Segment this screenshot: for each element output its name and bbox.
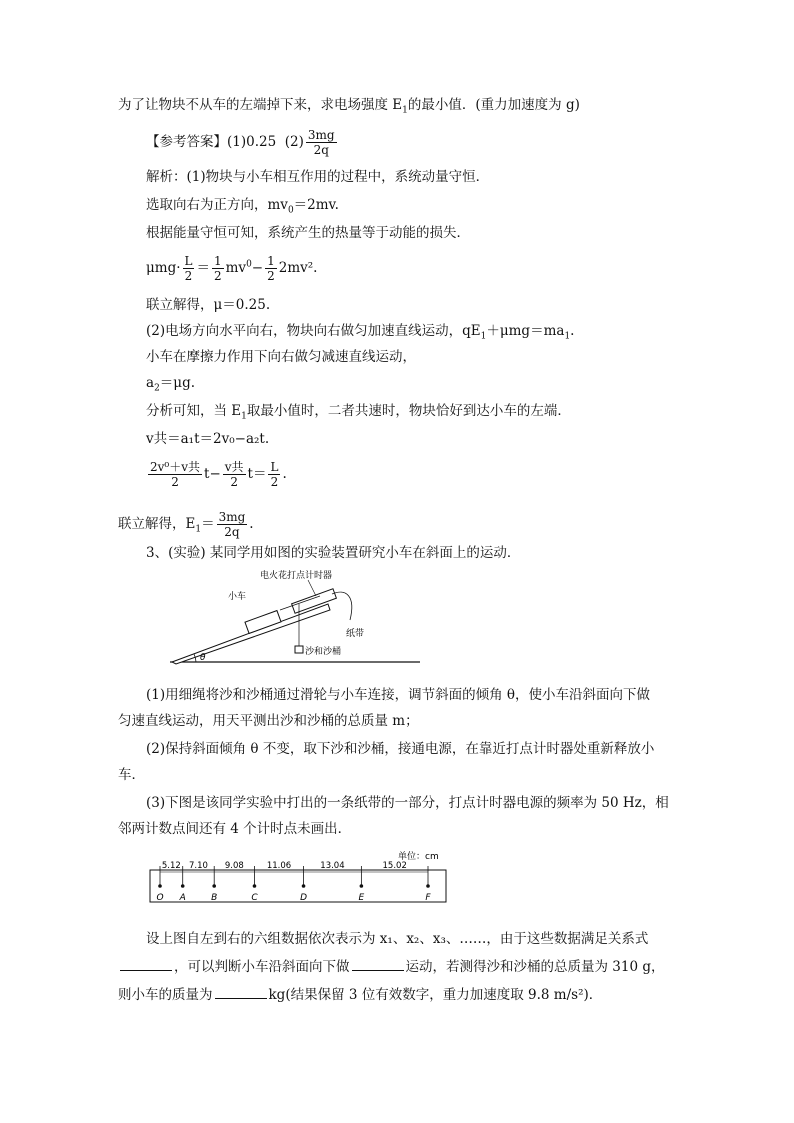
q3-title: 3、(实验) 某同学用如图的实验装置研究小车在斜面上的运动．: [146, 545, 521, 561]
tape-dot-C: [253, 884, 257, 888]
tape-label: 纸带: [346, 629, 365, 639]
step-1a: (1)用细绳将沙和沙桶通过滑轮与小车连接，调节斜面的倾角 θ，使小车沿斜面向下做: [146, 687, 651, 703]
answer-line: [146, 128, 339, 157]
angle-label: θ: [200, 653, 206, 663]
answer-label: 【参考答案】: [146, 134, 227, 150]
intro-line: 为了让物块不从车的左端掉下来，求电场强度 $E_1$的最小值．(重力加速度为 g): [118, 97, 580, 116]
intro-text: 为了让物块不从车的左端掉下来，求电场强度 E: [118, 97, 403, 113]
incline-apparatus-figure: [160, 566, 430, 668]
tape-segment-label: 15.02: [382, 861, 407, 871]
solution-line-10: v共＝a₁t＝2v₀−a₂t.: [146, 431, 270, 447]
tape-point-label: O: [156, 893, 164, 903]
tape-dot-D: [302, 884, 306, 888]
answer-fraction: $\frac{3mg}{2q}$: [307, 128, 335, 157]
step-2b: 车．: [118, 767, 145, 783]
question-line-1: 设上图自左到右的六组数据依次表示为 x₁、x₂、x₃、……，由于这些数据满足关系式: [146, 931, 649, 947]
tape-segment-label: 5.12: [161, 861, 181, 871]
timer-label: 电火花打点计时器: [260, 571, 333, 581]
tape-dot-A: [181, 884, 185, 888]
tape-segment-label: 13.04: [320, 861, 345, 871]
answer-part2: (2): [284, 134, 304, 150]
car-label: 小车: [228, 592, 247, 602]
answer-part1: (1)0.25: [227, 134, 277, 150]
tape-point-label: B: [211, 893, 218, 903]
step-2a: (2)保持斜面倾角 θ 不变，取下沙和沙桶，接通电源，在靠近打点计时器处重新释放小: [146, 741, 655, 757]
solution-line-5: 联立解得，μ＝0.25.: [146, 297, 271, 313]
solution-line-6: (2)电场方向水平向右，物块向右做匀加速直线运动，$qE_1+\mu mg=ma_1$.: [146, 323, 575, 342]
tape-dot-E: [360, 884, 364, 888]
solution-line-12: 联立解得，$E_1=$ $\frac{3mg}{2q}$ .: [118, 510, 254, 539]
intro-tail: 的最小值．(重力加速度为 g): [407, 97, 580, 113]
question-line-3: 则小车的质量为 kg(结果保留 3 位有效数字，重力加速度取 9.8 m/s²)．: [118, 987, 603, 1003]
tape-point-label: A: [179, 893, 186, 903]
step-1b: 匀速直线运动，用天平测出沙和沙桶的总质量 m；: [118, 713, 419, 729]
bucket-label: 沙和沙桶: [305, 647, 342, 657]
solution-line-8: $a_2=\mu g$.: [146, 375, 196, 394]
tape-segment-label: 9.08: [224, 861, 244, 871]
tape-point-label: D: [300, 893, 308, 903]
tape-point-label: E: [358, 893, 365, 903]
solution-line-1: 解析：(1)物块与小车相互作用的过程中，系统动量守恒．: [146, 169, 490, 185]
tape-segment-label: 11.06: [266, 861, 292, 871]
solution-line-11: $\frac{\text{2v⁰＋v共}}{2}$ t− $\frac{\text{v共}}{2}$ t＝ $\frac{L}{2}$ .: [150, 460, 287, 489]
step-3a: (3)下图是该同学实验中打出的一条纸带的一部分，打点计时器电源的频率为 50 Hz，相: [146, 795, 669, 811]
solution-line-4: μmg· $\frac{L}{2}$ ＝ $\frac{1}{2}$ $mv^0-$ $\frac{1}{2}$ 2mv².: [146, 254, 318, 283]
solution-line-2: 选取向右为正方向，$mv_0=2mv$.: [146, 197, 339, 216]
solution-line-7: 小车在摩擦力作用下向右做匀减速直线运动，: [146, 349, 416, 365]
solution-line-9: 分析可知，当 $E_1$取最小值时，二者共速时，物块恰好到达小车的左端．: [146, 403, 571, 422]
question-line-2: ，可以判断小车沿斜面向下做 运动，若测得沙和沙桶的总质量为 310 g，: [118, 958, 665, 976]
tape-point-label: C: [251, 893, 258, 903]
answer-blank-mass[interactable]: [215, 986, 267, 999]
sand-bucket: [295, 646, 303, 653]
tape-point-label: F: [425, 893, 431, 903]
step-3b: 邻两计数点间还有 4 个计时点未画出．: [118, 821, 352, 837]
answer-blank-relation[interactable]: [120, 958, 172, 971]
solution-line-3: 根据能量守恒可知，系统产生的热量等于动能的损失．: [146, 225, 470, 241]
tape-dot-O: [158, 884, 162, 888]
tape-strip: [150, 870, 446, 902]
paper-tape-figure: [146, 848, 456, 916]
answer-blank-motion[interactable]: [352, 958, 404, 971]
tape-dot-B: [212, 884, 216, 888]
tape-segment-label: 7.10: [188, 861, 208, 871]
tape-dot-F: [426, 884, 430, 888]
tape-unit: 单位：cm: [398, 852, 439, 862]
